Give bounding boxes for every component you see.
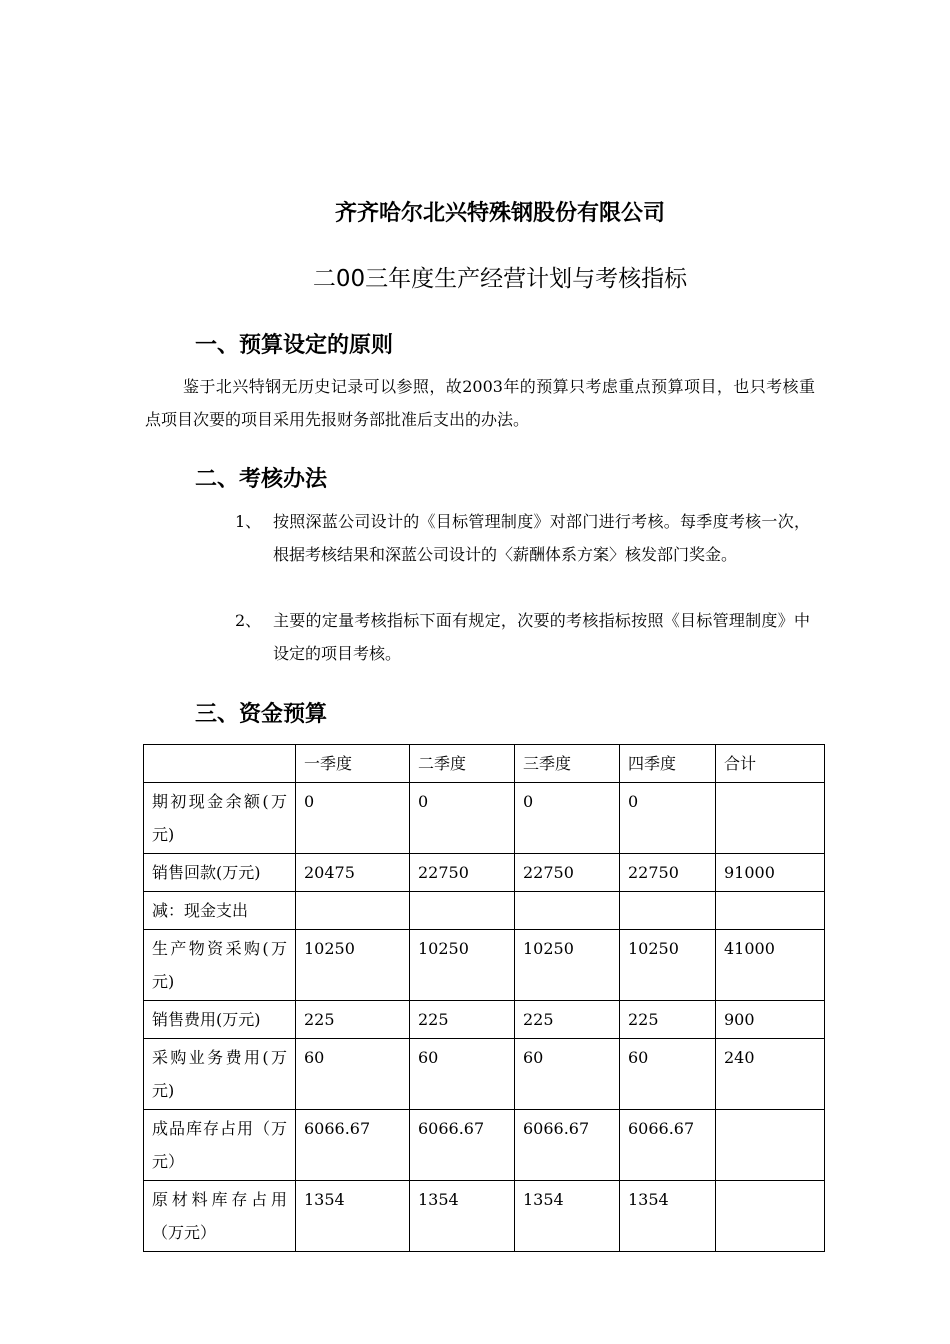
table-cell: 6066.67 [296,1110,410,1181]
table-cell [716,1110,825,1181]
row-label: 原材料库存占用（万元） [144,1181,296,1252]
table-cell: 225 [515,1001,620,1039]
table-cell: 60 [620,1039,716,1110]
plan-title: 二00三年度生产经营计划与考核指标 [312,266,688,292]
table-cell: 10250 [515,930,620,1001]
table-header-cell: 四季度 [620,745,716,783]
table-cell [620,892,716,930]
table-row [144,783,825,854]
table-cell: 6066.67 [515,1110,620,1181]
table-cell: 10250 [620,930,716,1001]
table-row [144,854,825,892]
table-cell: 225 [410,1001,515,1039]
table-header-cell [144,745,296,783]
section1-body: 鉴于北兴特钢无历史记录可以参照，故2003年的预算只考虑重点预算项目，也只考核重点项目次要的项目采用先报财务部批准后支出的办法。 [145,377,815,429]
list-item-number: 1、 [235,512,262,531]
table-cell: 91000 [716,854,825,892]
table-cell: 10250 [410,930,515,1001]
table-cell [716,783,825,854]
table-header-cell: 合计 [716,745,825,783]
table-cell: 0 [620,783,716,854]
table-cell: 1354 [620,1181,716,1252]
table-cell: 22750 [620,854,716,892]
table-cell: 41000 [716,930,825,1001]
table-cell [716,1181,825,1252]
table-cell [296,892,410,930]
table-cell [716,892,825,930]
table-cell: 10250 [296,930,410,1001]
table-cell: 240 [716,1039,825,1110]
budget-table [143,744,825,1252]
table-cell: 0 [296,783,410,854]
table-cell [410,892,515,930]
row-label: 销售费用(万元) [144,1001,296,1039]
list-item [235,505,810,571]
table-cell: 6066.67 [620,1110,716,1181]
table-cell: 0 [515,783,620,854]
table-row [144,1039,825,1110]
company-title: 齐齐哈尔北兴特殊钢股份有限公司 [334,201,665,226]
section1-heading: 一、预算设定的原则 [195,333,394,358]
row-label: 生产物资采购(万元) [144,930,296,1001]
section3-heading: 三、资金预算 [195,702,328,727]
list-item-number: 2、 [235,611,262,630]
row-label: 减：现金支出 [144,892,296,930]
list-item-text: 主要的定量考核指标下面有规定，次要的考核指标按照《目标管理制度》中设定的项目考核。 [273,611,810,663]
table-cell: 225 [620,1001,716,1039]
table-cell: 60 [515,1039,620,1110]
table-cell: 60 [296,1039,410,1110]
list-item [235,604,810,670]
table-cell: 20475 [296,854,410,892]
table-cell: 22750 [410,854,515,892]
table-cell: 6066.67 [410,1110,515,1181]
table-cell [515,892,620,930]
table-header-cell: 二季度 [410,745,515,783]
table-header-cell: 一季度 [296,745,410,783]
table-row [144,892,825,930]
row-label: 成品库存占用（万元） [144,1110,296,1181]
table-cell: 1354 [296,1181,410,1252]
section2-heading: 二、考核办法 [195,467,328,492]
table-row [144,930,825,1001]
table-header-cell: 三季度 [515,745,620,783]
table-cell: 22750 [515,854,620,892]
table-row [144,1001,825,1039]
table-cell: 0 [410,783,515,854]
list-item-text: 按照深蓝公司设计的《目标管理制度》对部门进行考核。每季度考核一次，根据考核结果和深蓝公司设计的〈薪酬体系方案〉核发部门奖金。 [273,512,810,564]
table-cell: 225 [296,1001,410,1039]
row-label: 采购业务费用(万元) [144,1039,296,1110]
table-cell: 1354 [515,1181,620,1252]
table-row [144,1181,825,1252]
row-label: 销售回款(万元) [144,854,296,892]
table-cell: 60 [410,1039,515,1110]
row-label: 期初现金余额(万元) [144,783,296,854]
table-cell: 1354 [410,1181,515,1252]
table-header-row [144,745,825,783]
table-row [144,1110,825,1181]
table-cell: 900 [716,1001,825,1039]
